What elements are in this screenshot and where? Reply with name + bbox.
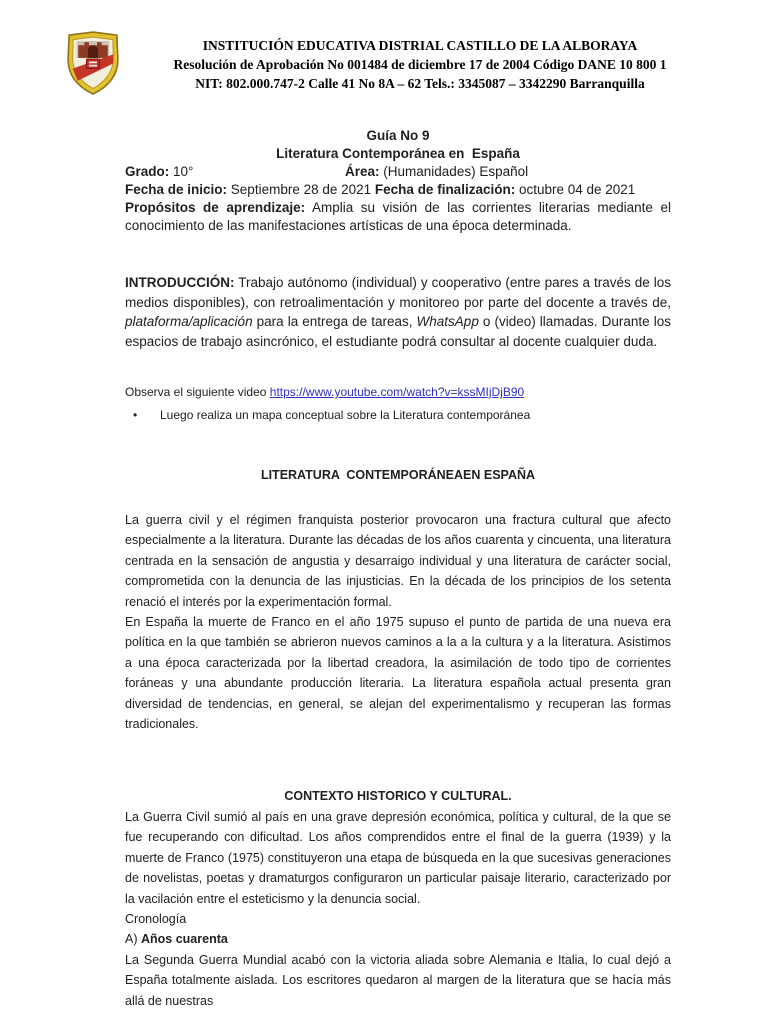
- video-instruction-text: Observa el siguiente video: [125, 385, 267, 399]
- bullet-icon: •: [133, 408, 138, 422]
- contexto-section-heading: CONTEXTO HISTORICO Y CULTURAL.: [284, 789, 512, 804]
- institution-resolution: Resolución de Aprobación No 001484 de diciembre 17 de 2004 Código DANE 10 800 1: [173, 57, 667, 72]
- grade-label: Grado:: [125, 164, 170, 179]
- literatura-paragraph-1: La guerra civil y el régimen franquista posterior provocaron una fractura cultural que afecto especialmente a la literatura. Durante las décadas de los años cuarenta y cincuenta, una literatura centrada en la sensación de angustia y desarraigo individual y una literatura de carácter social, comprometida con la denuncia de las injusticias. En la década de los principios de los setenta renació el interés por la experimentación formal.: [125, 513, 671, 609]
- school-crest-icon: [65, 31, 121, 95]
- item-a-title: Años cuarenta: [140, 932, 228, 947]
- learning-goals-label: Propósitos de aprendizaje:: [125, 200, 306, 215]
- start-date-label: Fecha de inicio:: [125, 182, 228, 197]
- youtube-video-link[interactable]: https://www.youtube.com/watch?v=kssMIjDjB90: [269, 385, 525, 399]
- grade-field: [125, 163, 345, 181]
- area-value: (Humanidades) Español: [383, 164, 529, 179]
- grade-value: 10°: [173, 164, 194, 179]
- school-header: [65, 31, 713, 95]
- school-crest-logo: [65, 31, 121, 95]
- guide-title-block: [125, 127, 671, 235]
- introduction-text-3: o (video) llamadas. Durante los espacios de trabajo asincrónico, el estudiante podrá consultar al docente cualquier duda.: [125, 314, 671, 349]
- item-a-prefix: A): [125, 932, 138, 947]
- area-field: [345, 164, 528, 179]
- introduction-label: INTRODUCCIÓN:: [125, 275, 235, 290]
- cronologia-label: Cronología: [125, 911, 187, 926]
- task-bullet-text: Luego realiza un mapa conceptual sobre la Literatura contemporánea: [160, 408, 531, 422]
- contexto-section: [125, 786, 671, 1010]
- contexto-paragraph-1: La Guerra Civil sumió al país en una grave depresión económica, política y cultural, de la que se fue recuperando con dificultad. Los años comprendidos entre el final de la guerra (1939) y la muerte de Franco (1975) constituyeron una etapa de búsqueda en la que sucesivas generaciones de novelistas, poetas y dramaturgos configuraron un particular paisaje literario, caracterizado por la vacilación entre el esteticismo y la denuncia social.: [125, 809, 671, 906]
- dates-row: [125, 181, 671, 199]
- video-instruction-line: [125, 385, 671, 400]
- area-label: Área:: [345, 164, 380, 179]
- end-date-label: Fecha de finalización:: [374, 182, 516, 197]
- contexto-paragraph-2: La Segunda Guerra Mundial acabó con la victoria aliada sobre Alemania e Italia, lo cual dejó a España totalmente aislada. Los escritores quedaron al margen de la literatura que se hacía más allá de nuestras: [125, 952, 671, 1008]
- learning-goals: [125, 199, 671, 235]
- start-date-value: Septiembre 28 de 2021: [230, 182, 372, 197]
- introduction-italic-platform: plataforma/aplicación: [125, 314, 253, 329]
- introduction-text-1: Trabajo autónomo (individual) y cooperativo (entre pares a través de los medios disponibles), con retroalimentación y monitoreo por parte del docente a través de,: [125, 275, 671, 310]
- item-a-row: [125, 929, 671, 949]
- introduction-italic-whatsapp: WhatsApp: [416, 314, 479, 329]
- institution-name: INSTITUCIÓN EDUCATIVA DISTRIAL CASTILLO DE LA ALBORAYA: [202, 38, 638, 53]
- institution-contact: NIT: 802.000.747-2 Calle 41 No 8A – 62 Tels.: 3345087 – 3342290 Barranquilla: [195, 76, 645, 91]
- literatura-paragraph-2: En España la muerte de Franco en el año 1975 supuso el punto de partida de una nueva era política en la que también se abrieron nuevos caminos a la a la cultura y a la literatura. Asistimos a una época caracterizada por la libertad creadora, la asimilación de todo tipo de corrientes foráneas y una abundante producción literaria. La literatura española actual presenta gran diversidad de tendencias, en general, se alejan del experimentalismo y recuperan las formas tradicionales.: [125, 615, 671, 732]
- end-date-value: octubre 04 de 2021: [518, 182, 636, 197]
- literatura-section-heading: LITERATURA CONTEMPORÁNEAEN ESPAÑA: [260, 468, 536, 482]
- grade-area-row: [125, 163, 671, 181]
- introduction-text-2: para la entrega de tareas,: [256, 314, 413, 329]
- task-bullet-item: [125, 408, 671, 423]
- literatura-section-body: [125, 510, 671, 734]
- introduction-paragraph: [125, 273, 671, 351]
- school-header-text: [127, 31, 713, 93]
- guide-number-title: Guía No 9: [366, 128, 430, 143]
- guide-subtitle: Literatura Contemporánea en España: [276, 146, 520, 161]
- document-content: [125, 127, 671, 1011]
- learning-goals-text: Amplia su visión de las corrientes literarias mediante el conocimiento de las manifestaciones artísticas de una época determinada.: [125, 200, 671, 233]
